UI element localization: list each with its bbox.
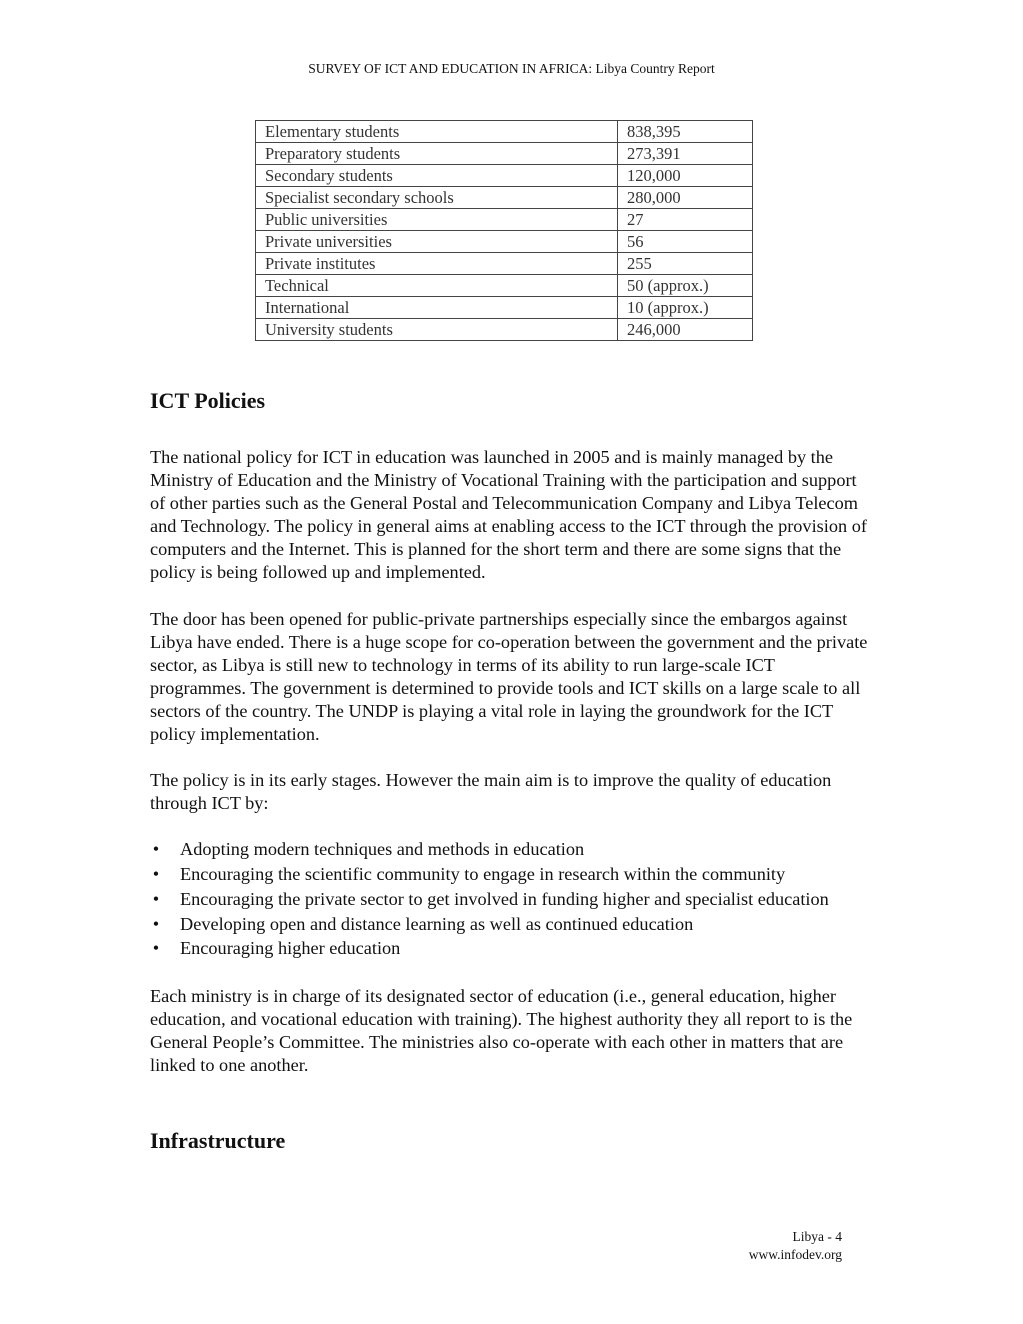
paragraph: Each ministry is in charge of its designated sector of education (i.e., general education, higher education, and vocational education with training). The highest authority they all report to is the General People’s Committee. The ministries also co-operate with each other in matters that are linked to one another. [150, 985, 853, 1075]
row-value: 255 [618, 253, 753, 275]
table-row [256, 253, 753, 275]
list-item-text: Encouraging the private sector to get involved in funding higher and specialist education [180, 888, 829, 909]
row-value: 56 [618, 231, 753, 253]
row-label: Private institutes [256, 253, 618, 275]
list-item-text: Developing open and distance learning as well as continued education [180, 913, 694, 934]
list-item [150, 913, 875, 936]
row-value: 27 [618, 209, 753, 231]
row-value: 10 (approx.) [618, 297, 753, 319]
page-footer [749, 1228, 842, 1264]
bullet-icon: • [152, 839, 160, 860]
row-value: 838,395 [618, 121, 753, 143]
row-label: University students [256, 319, 618, 341]
list-item-text: Encouraging the scientific community to engage in research within the community [180, 864, 786, 885]
website-link[interactable]: www.infodev.org [748, 1247, 842, 1262]
row-label: Technical [256, 275, 618, 297]
table-row [256, 297, 753, 319]
paragraph: The national policy for ICT in education was launched in 2005 and is mainly managed by the Ministry of Education and the Ministry of Vocational Training with the participation and support of other parties such as the General Postal and Telecommunication Company and Libya Telecom and Technology. The policy in general aims at enabling access to the ICT through the provision of computers and the Internet. This is planned for the short term and there are some signs that the policy is being followed up and implemented. [150, 447, 867, 583]
education-statistics-table [255, 120, 753, 341]
row-label: Preparatory students [256, 143, 618, 165]
table-row [256, 275, 753, 297]
row-value: 120,000 [618, 165, 753, 187]
table-row [256, 143, 753, 165]
running-header: SURVEY OF ICT AND EDUCATION IN AFRICA: Libya Country Report [308, 61, 715, 76]
bullet-icon: • [152, 913, 160, 934]
row-label: International [256, 297, 618, 319]
bullet-icon: • [152, 888, 160, 909]
list-item [150, 888, 875, 911]
table-row [256, 187, 753, 209]
list-item [150, 838, 875, 861]
row-value: 50 (approx.) [618, 275, 753, 297]
table-row [256, 209, 753, 231]
policy-aims-list [150, 838, 875, 960]
table-row [256, 319, 753, 341]
bullet-icon: • [152, 938, 160, 959]
row-label: Specialist secondary schools [256, 187, 618, 209]
paragraph: The door has been opened for public-private partnerships especially since the embargos against Libya have ended. There is a huge scope for co-operation between the government and the private sector, as Libya is still new to technology in terms of its ability to run large-scale ICT programmes. The government is determined to provide tools and ICT skills on a large scale to all sectors of the country. The UNDP is playing a vital role in laying the groundwork for the ICT policy implementation. [150, 608, 868, 745]
row-value: 246,000 [618, 319, 753, 341]
list-item [150, 863, 875, 886]
table-row [256, 121, 753, 143]
main-content [150, 386, 875, 1156]
page-number: Libya - 4 [792, 1229, 842, 1244]
section-heading-ict-policies: ICT Policies [150, 388, 266, 413]
section-heading-infrastructure: Infrastructure [150, 1127, 286, 1153]
table-row [256, 231, 753, 253]
paragraph: The policy is in its early stages. However the main aim is to improve the quality of education through ICT by: [150, 770, 832, 814]
row-label: Private universities [256, 231, 618, 253]
row-value: 273,391 [618, 143, 753, 165]
row-label: Elementary students [256, 121, 618, 143]
row-label: Public universities [256, 209, 618, 231]
list-item [150, 937, 875, 960]
bullet-icon: • [152, 864, 160, 885]
row-label: Secondary students [256, 165, 618, 187]
list-item-text: Adopting modern techniques and methods in education [180, 839, 585, 860]
row-value: 280,000 [618, 187, 753, 209]
list-item-text: Encouraging higher education [180, 938, 401, 959]
table-row [256, 165, 753, 187]
